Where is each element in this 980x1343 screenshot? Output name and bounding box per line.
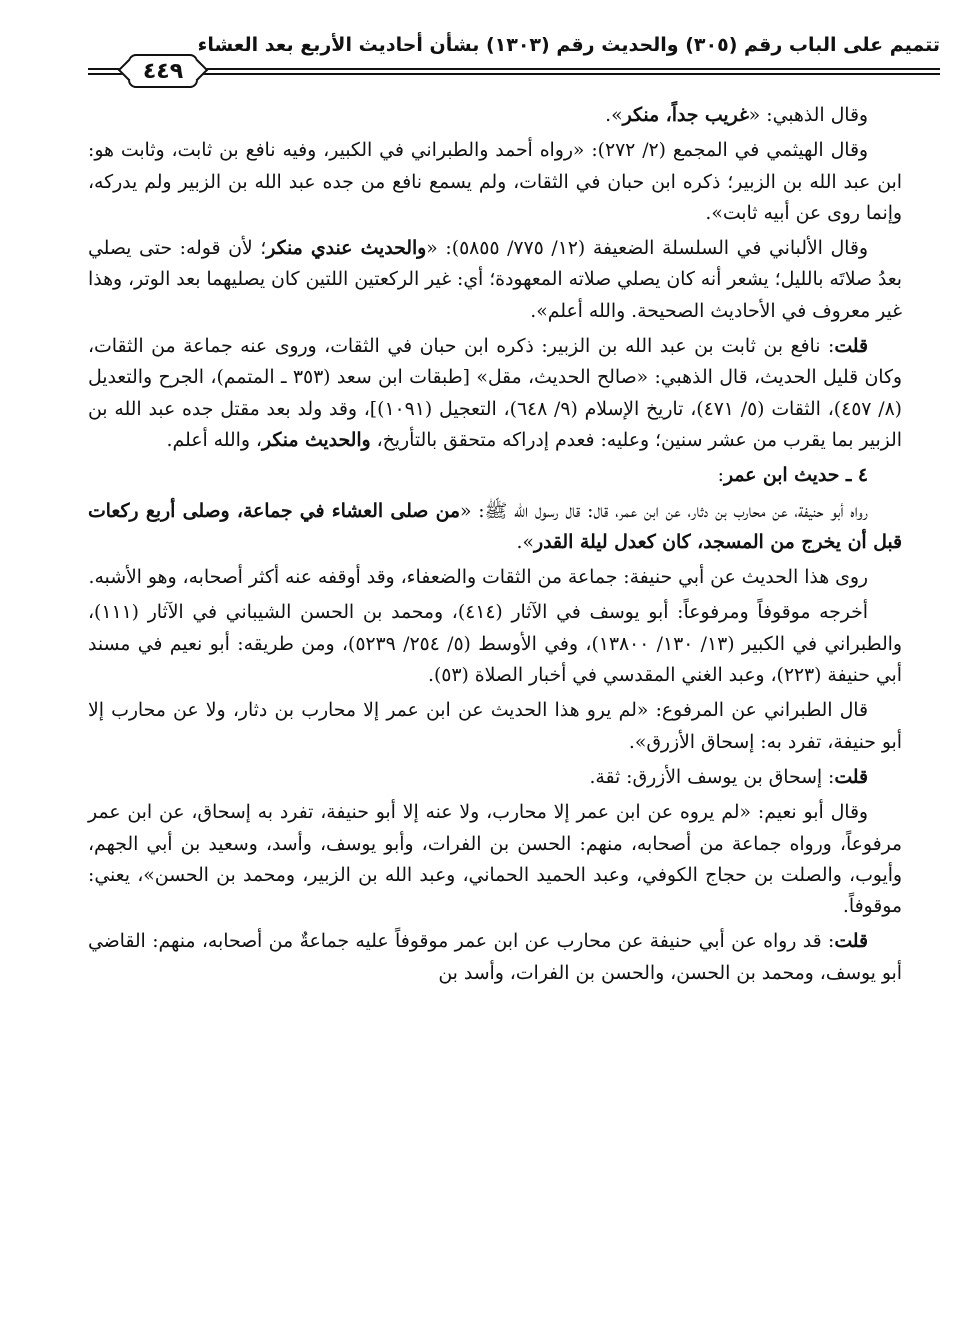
text-run: وقال الألباني في السلسلة الضعيفة (١٢/ ٧٧٥/ ٥٨٥٥): « <box>426 238 868 260</box>
body-text <box>88 100 902 993</box>
bold-text-run: قلت <box>834 930 868 953</box>
paragraph <box>88 233 902 327</box>
text-run: ». <box>605 105 623 126</box>
text-run: وقال أبو نعيم: «لم يروه عن ابن عمر إلا محارب، ولا عنه إلا أبو حنيفة، تفرد به إسحاق، عن ابن عمر مرفوعاً، ورواه جماعة من أصحابه، منهم: الحسن بن الفرات، وأبو يوسف، وأسد، وسعيد بن أبي الجهم، وأيوب، والصلت بن حجاج الكوفي، وعبد الحميد الحماني، وعبد الله بن الزبير، ومحمد بن الحسن»، يعني: موقوفاً. <box>88 802 902 918</box>
header-title: تتميم على الباب رقم (٣٠٥) والحديث رقم (١٣٠٣) بشأن أحاديث الأربع بعد العشاء <box>197 34 940 56</box>
paragraph <box>88 100 902 131</box>
page-number: ٤٤٩ <box>142 58 184 84</box>
text-run: وقال الهيثمي في المجمع (٢/ ٢٧٢): «رواه أحمد والطبراني في الكبير، وفيه نافع بن ثابت، وثابت هو: ابن عبد الله بن الزبير؛ ذكره ابن حبان في الثقات، ولم يسمع نافع من جده عبد الله بن الزبير ولم يدركه، وإنما روى عن أبيه ثابت». <box>88 140 902 224</box>
bold-text-run: قلت <box>834 335 868 358</box>
bold-text-run: والحديث منكر <box>261 428 371 451</box>
text-run: ». <box>516 531 534 553</box>
paragraph <box>88 331 902 456</box>
running-header <box>88 26 940 86</box>
paragraph <box>88 496 902 559</box>
text-run: : نافع بن ثابت بن عبد الله بن الزبير: ذكره ابن حبان في الثقات، وروى عنه جماعة من الثقات، وكان قليل الحديث، قال الذهبي: «صالح الحديث، مقل» [طبقات ابن سعد (٣٥٣ ـ المتمم)، الجرح والتعديل (٨/ ٤٥٧)، الثقات (٥/ ٤٧١)، تاريخ الإسلام (٩/ ٦٤٨)، التعجيل (١٠٩١)]، وقد ولد بعد مقتل جده عبد الله بن الزبير بما يقرب من عشر سنين؛ وعليه: فعدم إدراكه متحقق بالتأريخ، <box>88 336 902 451</box>
paragraph <box>88 135 902 229</box>
text-run: روى هذا الحديث عن أبي حنيفة: جماعة من الثقات والضعفاء، وقد أوقفه عنه أكثر أصحابه، وهو الأشبه. <box>88 567 868 589</box>
text-run: رواه أبو حنيفة، عن محارب بن دثار، عن ابن عمر، قال: قال رسول الله ﷺ: « <box>459 500 868 522</box>
text-run: أخرجه موقوفاً ومرفوعاً: أبو يوسف في الآثار (٤١٤)، ومحمد بن الحسن الشيباني في الآثار (١١١)، والطبراني في الكبير (١٣/ ١٣٠/ ١٣٨٠٠)، وفي الأوسط (٥/ ٢٥٤/ ٥٢٣٩)، ومن طريقه: أبو نعيم في مسند أبي حنيفة (٢٢٣)، وعبد الغني المقدسي في أخبار الصلاة (٥٣). <box>88 602 902 687</box>
text-run: : <box>717 465 724 487</box>
paragraph <box>88 762 902 793</box>
bold-text-run: والحديث عندي منكر <box>266 237 427 260</box>
paragraph <box>88 797 902 922</box>
paragraph <box>88 597 902 691</box>
paragraph <box>88 926 902 989</box>
bold-text-run: قلت <box>834 765 868 788</box>
header-rule <box>88 73 940 75</box>
text-run: قال الطبراني عن المرفوع: «لم يرو هذا الحديث عن ابن عمر إلا محارب بن دثار، ولا عن محارب إلا أبو حنيفة، تفرد به: إسحاق الأزرق». <box>88 700 902 753</box>
bold-text-run: من صلى العشاء في جماعة، وصلى أربع ركعات قبل أن يخرج من المسجد، كان كعدل ليلة القدر <box>88 499 902 553</box>
page-number-ornament <box>128 54 198 88</box>
text-run: ؛ لأن قوله: حتى يصلي بعدُ صلاتَه بالليل؛ يشعر أنه كان يصلي صلاته المعهودة؛ أي: غير الركعتين اللتين كان يصليهما بعد الوتر، وهذا غير معروف في الأحاديث الصحيحة. والله أعلم». <box>88 238 902 322</box>
header-rule <box>88 68 940 70</box>
text-run: : قد رواه عن أبي حنيفة عن محارب عن ابن عمر موقوفاً عليه جماعةٌ من أصحابه، منهم: القاضي أبو يوسف، ومحمد بن الحسن، والحسن بن الفرات، وأسد بن <box>88 931 902 984</box>
paragraph <box>88 562 902 593</box>
text-run: ، والله أعلم. <box>166 429 262 451</box>
bold-text-run: غريب جداً، منكر <box>622 104 749 126</box>
text-run: وقال الذهبي: « <box>748 105 868 126</box>
bold-text-run: ٤ ـ حديث ابن عمر <box>723 464 868 487</box>
paragraph <box>88 695 902 758</box>
text-run: : إسحاق بن يوسف الأزرق: ثقة. <box>589 766 835 788</box>
paragraph <box>88 460 902 491</box>
